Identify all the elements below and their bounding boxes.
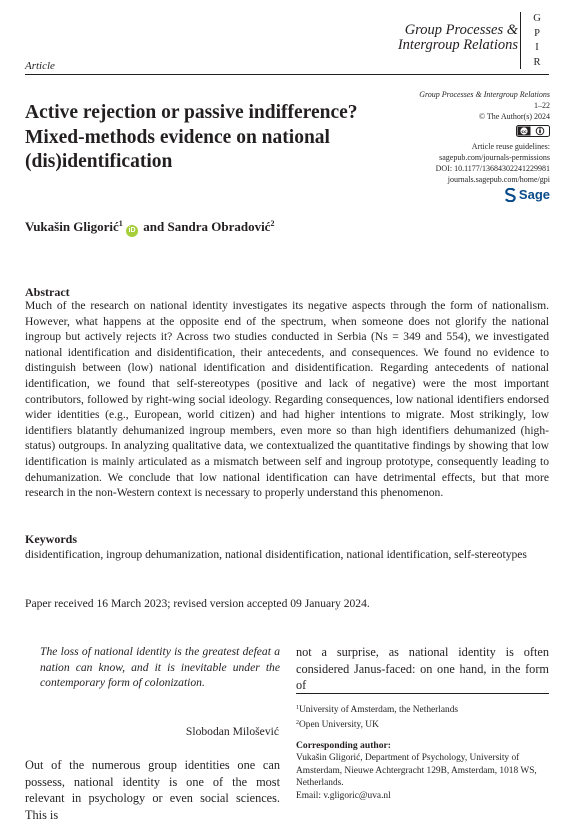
affiliation-text: Open University, UK (299, 719, 379, 730)
body-text-right: not a surprise, as national identity is often considered Janus-faced: on one hand, in the form of (296, 645, 549, 692)
masthead-divider (520, 12, 521, 69)
article-type: Article (25, 60, 55, 72)
sage-logo-icon (505, 188, 516, 202)
journal-name-line1: Group Processes & (404, 22, 518, 38)
orcid-icon[interactable]: iD (126, 225, 138, 237)
journal-short-name: Group Processes & Intergroup Relations (419, 90, 550, 99)
affiliation-marker: 1 (296, 705, 299, 711)
received-dates: Paper received 16 March 2023; revised version accepted 09 January 2024. (25, 597, 370, 610)
journal-name (398, 23, 518, 53)
author-line (25, 219, 274, 237)
affiliations (296, 702, 549, 731)
article-title: Active rejection or passive indifference? Mixed-methods evidence on national (dis)identification (25, 102, 358, 172)
corresponding-author (296, 752, 549, 802)
affiliation-marker: 2 (270, 219, 275, 228)
keywords-text: disidentification, ingroup dehumanization, national disidentification, national identification, self-stereotypes (25, 548, 527, 561)
sage-logo[interactable] (505, 188, 550, 202)
corresponding-author-heading: Corresponding author: (296, 740, 391, 751)
abbr-letter: R (533, 56, 541, 68)
copyright: © The Author(s) 2024 (478, 112, 550, 122)
header-rule (25, 74, 549, 75)
corresponding-author-address: Vukašin Gligorić, Department of Psychology, University of Amsterdam, Nieuwe Achtergracht 129B, Amsterdam, 1018 WS, Netherlands. (296, 753, 537, 788)
journal-abbreviation (530, 12, 544, 70)
reuse-label: Article reuse guidelines: (471, 141, 550, 151)
keywords-heading: Keywords (25, 532, 77, 546)
abstract-text: Much of the research on national identity investigates its negative aspects through the form of nationalism. However, what happens at the opposite end of the spectrum, when someone does not glorify the national ingroup but actively rejects it? Across two studies conducted in Serbia (Ns = 349 and 554), we investigated national identification and disidentification, their antecedents, and consequences. We found no evidence to distinguish between (low) national identification and disidentification. Regarding antecedents of national identification, we found that self-stereotypes (positive and lack of negative) were the most important contributors, followed by right-wing social ideology. Regarding consequences, low national identifiers endorsed wider identities (e.g., European, world citizen) and had higher intentions to migrate. Most strikingly, low identifiers blatantly dehumanized ingroup members, even more so than high identifiers dehumanized (high-status) outgroups. In analyzing qualitative data, we contextualized the quantitative findings by showing that low identification is mainly articulated as a mismatch between self and ingroup prototype, consequently leading to dehumanization. We conclude that low national identification can have detrimental effects, but that more research in the non-Western context is necessary to properly understand this phenomenon. (25, 299, 549, 500)
author-name: Vukašin Gligorić (25, 219, 119, 234)
doi-link[interactable]: DOI: 10.1177/13684302241229981 (435, 164, 550, 174)
epigraph-quote: The loss of national identity is the greatest defeat a nation can know, and it is inevitable under the contemporary form of colonization. (40, 645, 280, 690)
reuse-link[interactable]: sagepub.com/journals-permissions (439, 153, 550, 163)
cc-by-icon[interactable] (516, 125, 550, 137)
journal-name-line2: Intergroup Relations (397, 37, 518, 53)
corresponding-author-email[interactable]: Email: v.gligoric@uva.nl (296, 790, 391, 801)
svg-text:cc: cc (521, 129, 527, 135)
author-conjunction: and (143, 219, 165, 234)
affiliation-marker: 2 (296, 719, 299, 726)
abbr-letter: G (533, 13, 541, 24)
publisher-name: Sage (518, 187, 550, 203)
affiliation-marker: 1 (118, 219, 123, 228)
page-range: 1–22 (534, 101, 550, 111)
abbr-letter: P (534, 27, 540, 39)
journal-url-link[interactable]: journals.sagepub.com/home/gpi (447, 175, 550, 185)
author-name: Sandra Obradović (167, 219, 271, 234)
affiliation-text: University of Amsterdam, the Netherlands (299, 705, 459, 715)
abbr-letter: I (535, 42, 539, 53)
affiliation-2 (296, 717, 549, 732)
epigraph-author: Slobodan Milošević (185, 725, 279, 738)
affiliation-1 (296, 702, 549, 717)
body-text-left: Out of the numerous group identities one can possess, national identity is one of the most relevant in psychology or even social sciences. This is (25, 758, 280, 822)
abstract-heading: Abstract (25, 285, 70, 299)
footnote-rule (296, 693, 549, 694)
